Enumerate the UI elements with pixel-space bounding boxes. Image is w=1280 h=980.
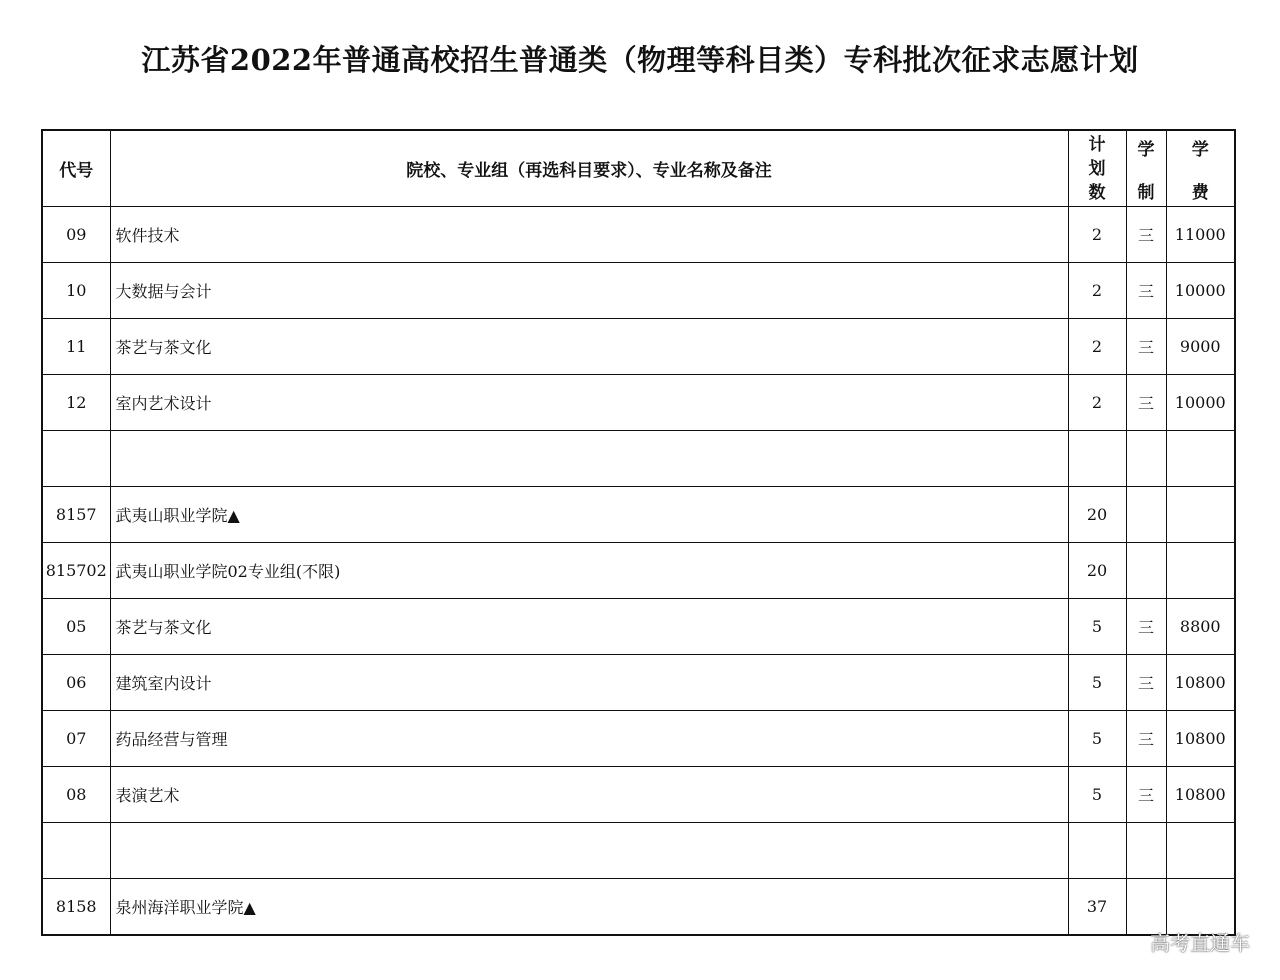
table-row bbox=[42, 319, 1235, 375]
table-row bbox=[42, 431, 1235, 487]
cell-code bbox=[42, 823, 110, 879]
table-row bbox=[42, 879, 1235, 936]
cell-plan bbox=[1068, 431, 1126, 487]
header-duration-bottom: 制 bbox=[1137, 182, 1155, 203]
cell-fee bbox=[1166, 543, 1235, 599]
cell-name: 武夷山职业学院▲ bbox=[110, 487, 1068, 543]
cell-duration: 三 bbox=[1126, 375, 1166, 431]
cell-name: 大数据与会计 bbox=[110, 263, 1068, 319]
cell-code bbox=[42, 431, 110, 487]
cell-plan: 5 bbox=[1068, 599, 1126, 655]
cell-name: 软件技术 bbox=[110, 207, 1068, 263]
cell-duration: 三 bbox=[1126, 207, 1166, 263]
table-row bbox=[42, 655, 1235, 711]
cell-code: 815702 bbox=[42, 543, 110, 599]
cell-fee bbox=[1166, 823, 1235, 879]
cell-plan: 20 bbox=[1068, 487, 1126, 543]
cell-duration: 三 bbox=[1126, 599, 1166, 655]
cell-plan: 37 bbox=[1068, 879, 1126, 936]
cell-code: 11 bbox=[42, 319, 110, 375]
table-row bbox=[42, 375, 1235, 431]
cell-name: 茶艺与茶文化 bbox=[110, 319, 1068, 375]
cell-duration: 三 bbox=[1126, 711, 1166, 767]
cell-plan: 2 bbox=[1068, 263, 1126, 319]
cell-code: 06 bbox=[42, 655, 110, 711]
cell-duration: 三 bbox=[1126, 319, 1166, 375]
table-row bbox=[42, 767, 1235, 823]
cell-fee: 10000 bbox=[1166, 263, 1235, 319]
header-fee bbox=[1166, 130, 1235, 207]
cell-code: 08 bbox=[42, 767, 110, 823]
cell-name: 泉州海洋职业学院▲ bbox=[110, 879, 1068, 936]
header-duration bbox=[1126, 130, 1166, 207]
cell-fee: 10800 bbox=[1166, 711, 1235, 767]
cell-plan: 2 bbox=[1068, 375, 1126, 431]
cell-name: 药品经营与管理 bbox=[110, 711, 1068, 767]
cell-duration: 三 bbox=[1126, 767, 1166, 823]
cell-fee: 10800 bbox=[1166, 655, 1235, 711]
page-title: 江苏省2022年普通高校招生普通类（物理等科目类）专科批次征求志愿计划 bbox=[141, 43, 1139, 77]
header-plan-count-label: 计划数 bbox=[1088, 134, 1106, 203]
cell-fee: 11000 bbox=[1166, 207, 1235, 263]
cell-duration bbox=[1126, 543, 1166, 599]
cell-code: 10 bbox=[42, 263, 110, 319]
cell-name: 室内艺术设计 bbox=[110, 375, 1068, 431]
cell-duration bbox=[1126, 823, 1166, 879]
cell-name bbox=[110, 431, 1068, 487]
table-row bbox=[42, 263, 1235, 319]
cell-fee: 9000 bbox=[1166, 319, 1235, 375]
cell-code: 09 bbox=[42, 207, 110, 263]
cell-code: 05 bbox=[42, 599, 110, 655]
cell-plan: 5 bbox=[1068, 767, 1126, 823]
cell-plan: 2 bbox=[1068, 207, 1126, 263]
header-plan-count bbox=[1068, 130, 1126, 207]
cell-name bbox=[110, 823, 1068, 879]
cell-name: 建筑室内设计 bbox=[110, 655, 1068, 711]
cell-code: 07 bbox=[42, 711, 110, 767]
cell-plan: 20 bbox=[1068, 543, 1126, 599]
table-row bbox=[42, 711, 1235, 767]
cell-plan bbox=[1068, 823, 1126, 879]
header-code: 代号 bbox=[42, 130, 110, 207]
cell-duration: 三 bbox=[1126, 655, 1166, 711]
cell-duration: 三 bbox=[1126, 263, 1166, 319]
table-row bbox=[42, 543, 1235, 599]
header-fee-top: 学 bbox=[1191, 139, 1209, 160]
cell-name: 茶艺与茶文化 bbox=[110, 599, 1068, 655]
table-row bbox=[42, 207, 1235, 263]
cell-duration bbox=[1126, 431, 1166, 487]
watermark: 高考直通车 bbox=[1150, 931, 1250, 955]
cell-name: 武夷山职业学院02专业组(不限) bbox=[110, 543, 1068, 599]
cell-fee: 10800 bbox=[1166, 767, 1235, 823]
cell-plan: 2 bbox=[1068, 319, 1126, 375]
cell-fee: 10000 bbox=[1166, 375, 1235, 431]
cell-name: 表演艺术 bbox=[110, 767, 1068, 823]
table-row bbox=[42, 487, 1235, 543]
cell-plan: 5 bbox=[1068, 655, 1126, 711]
cell-fee: 8800 bbox=[1166, 599, 1235, 655]
plan-table bbox=[41, 129, 1236, 936]
table-row bbox=[42, 823, 1235, 879]
cell-code: 12 bbox=[42, 375, 110, 431]
cell-plan: 5 bbox=[1068, 711, 1126, 767]
header-name: 院校、专业组（再选科目要求）、专业名称及备注 bbox=[110, 130, 1068, 207]
cell-code: 8158 bbox=[42, 879, 110, 936]
header-duration-top: 学 bbox=[1137, 139, 1155, 160]
header-fee-bottom: 费 bbox=[1191, 182, 1209, 203]
cell-duration bbox=[1126, 487, 1166, 543]
table-header-row bbox=[42, 130, 1235, 207]
table-row bbox=[42, 599, 1235, 655]
cell-fee bbox=[1166, 487, 1235, 543]
cell-fee bbox=[1166, 431, 1235, 487]
cell-code: 8157 bbox=[42, 487, 110, 543]
